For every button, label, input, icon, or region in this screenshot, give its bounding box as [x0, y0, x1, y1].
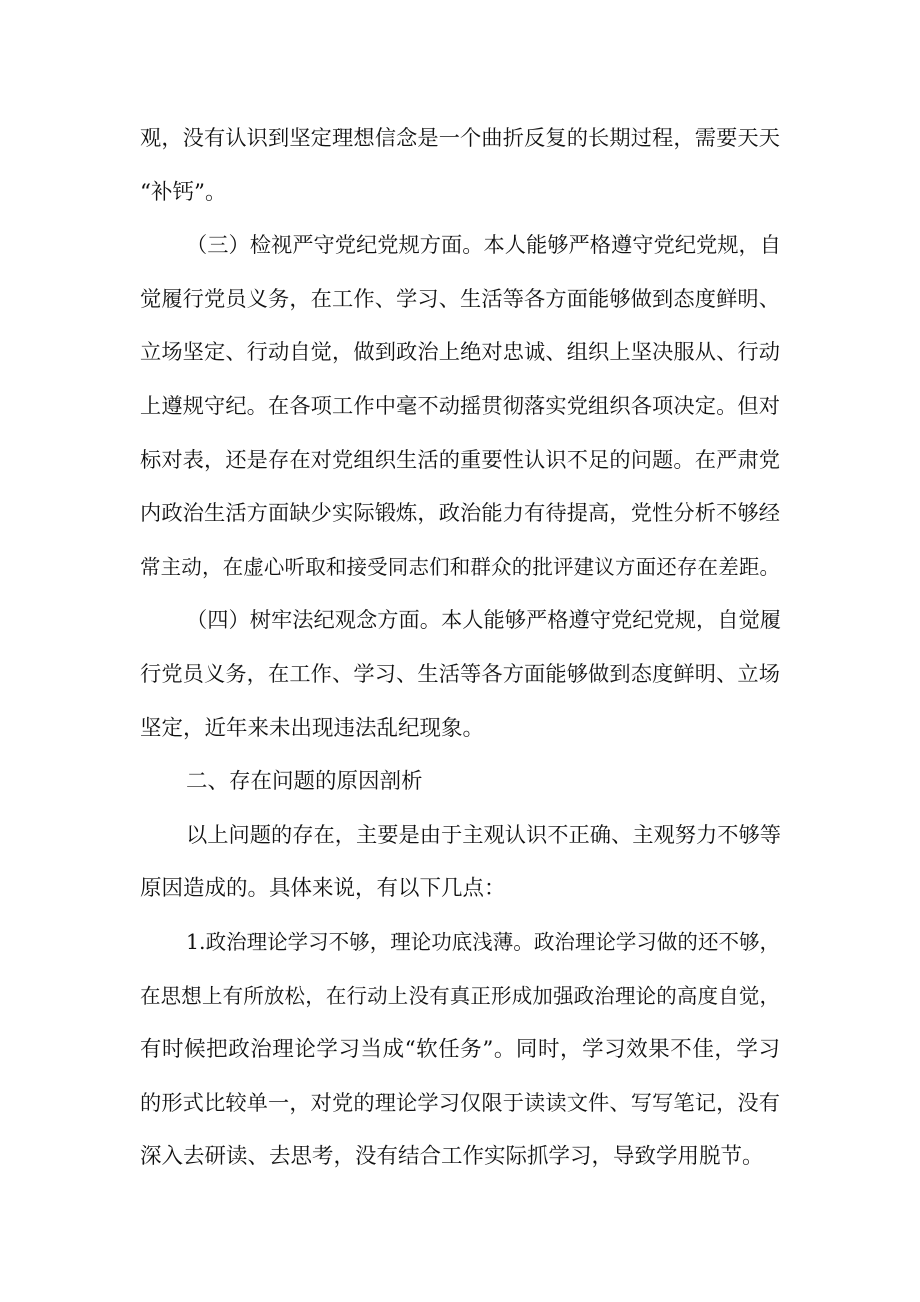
text-line: （四）树牢法纪观念方面。本人能够严格遵守党纪党规，自觉履	[186, 608, 782, 634]
text-line: 原因造成的。具体来说，有以下几点：	[140, 876, 506, 902]
text-line: 以上问题的存在，主要是由于主观认识不正确、主观努力不够等	[186, 822, 782, 848]
text-line: 觉履行党员义务，在工作、学习、生活等各方面能够做到态度鲜明、	[140, 286, 780, 312]
text-line: “补钙”。	[140, 179, 227, 205]
text-line: 常主动，在虚心听取和接受同志们和群众的批评建议方面还存在差距。	[140, 554, 780, 579]
text-line: 坚定，近年来未出现违法乱纪现象。	[140, 715, 485, 741]
text-line: 1.政治理论学习不够，理论功底浅薄。政治理论学习做的还不够，	[186, 929, 780, 954]
text-line: 在思想上有所放松，在行动上没有真正形成加强政治理论的高度自觉，	[140, 983, 780, 1008]
text-line: 的形式比较单一，对党的理论学习仅限于读读文件、写写笔记，没有	[140, 1090, 780, 1116]
text-line: 深入去研读、去思考，没有结合工作实际抓学习，导致学用脱节。	[140, 1144, 764, 1170]
text-line: （三）检视严守党纪党规方面。本人能够严格遵守党纪党规，自	[186, 233, 782, 259]
text-line: 行党员义务，在工作、学习、生活等各方面能够做到态度鲜明、立场	[140, 661, 780, 687]
text-line: 内政治生活方面缺少实际锻炼，政治能力有待提高，党性分析不够经	[140, 501, 780, 527]
text-line: 立场坚定、行动自觉，做到政治上绝对忠诚、组织上坚决服从、行动	[140, 340, 780, 366]
text-line: 观，没有认识到坚定理想信念是一个曲折反复的长期过程，需要天天	[140, 126, 780, 151]
section-heading: 二、存在问题的原因剖析	[186, 769, 423, 795]
text-line: 标对表，还是存在对党组织生活的重要性认识不足的问题。在严肃党	[140, 447, 780, 473]
text-line: 有时候把政治理论学习当成“软任务”。同时，学习效果不佳，学习	[140, 1037, 780, 1063]
text-line: 上遵规守纪。在各项工作中毫不动摇贯彻落实党组织各项决定。但对	[140, 393, 780, 419]
document-body	[140, 112, 780, 1184]
